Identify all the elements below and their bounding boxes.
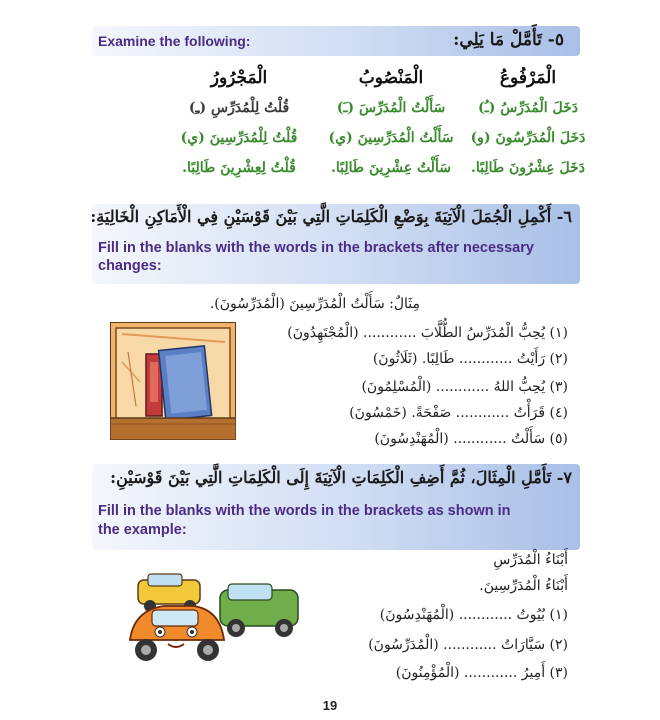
- ex6-english-instruction-line2: changes:: [98, 258, 162, 274]
- column-heading: الْمَجْرُورُ: [210, 68, 268, 88]
- ex7-item-1: (١) بُيُوتُ ............ (الْمُهَنْدِسُونَ): [379, 607, 568, 623]
- book-shelf-illustration: [110, 322, 236, 440]
- ex5-column-marfu: [458, 68, 598, 176]
- column-row: دَخَلَ الْمُدَرِّسُونَ (و): [470, 130, 586, 146]
- ex7-item-3: (٣) أَمِيرُ ............ (الْمُؤْمِنُونَ): [395, 665, 568, 681]
- column-row: دَخَلَ الْمُدَرِّسُ (ـُ): [477, 100, 579, 116]
- ex7-item-2: (٢) سَيَّارَاتُ ............ (الْمُدَرِّسُونَ): [368, 637, 568, 653]
- column-row: قُلْتُ لِلْمُدَرِّسِينَ (ي): [180, 130, 298, 146]
- column-row: قُلْتُ لِلْمُدَرِّسِ (ـِ): [188, 100, 290, 116]
- page-number: 19: [322, 698, 338, 713]
- column-row: قُلْتُ لِعِشْرِينَ طَالِبًا.: [182, 160, 296, 176]
- ex7-english-instruction-line1: Fill in the blanks with the words in the brackets as shown in: [98, 503, 511, 519]
- ex6-item-3: (٣) يُحِبُّ اللهُ ............ (الْمُسْلِمُونَ): [361, 379, 568, 395]
- ex5-arabic-title: ٥- تَأَمَّلْ مَا يَلِي:: [453, 30, 564, 50]
- column-row: سَأَلْتُ عِشْرِينَ طَالِبًا.: [331, 160, 451, 176]
- ex6-example: مِثَالٌ: سَأَلْتُ الْمُدَرِّسِينَ (الْمُدَرِّسُونَ).: [209, 296, 420, 312]
- ex7-example-line2: أَبْنَاءُ الْمُدَرِّسِينَ.: [479, 578, 568, 594]
- ex6-english-instruction-line1: Fill in the blanks with the words in the brackets after necessary: [98, 240, 534, 256]
- column-row: دَخَلَ عِشْرُونَ طَالِبًا.: [471, 160, 585, 176]
- ex7-arabic-title: ٧- تَأَمَّلِ الْمِثَالَ، ثُمَّ أَضِفِ الْكَلِمَاتِ الْآتِيَةَ إِلَى الْكَلِمَاتِ الَّتِي بَيْنَ قَوْسَيْنِ:: [110, 468, 572, 487]
- cars-illustration: [124, 570, 310, 670]
- ex5-column-mansub: [316, 68, 466, 176]
- column-heading: الْمَنْصُوبُ: [358, 68, 424, 88]
- ex5-english-instruction: Examine the following:: [98, 33, 251, 49]
- column-row: سَأَلْتُ الْمُدَرِّسِينَ (ي): [328, 130, 454, 146]
- ex7-example-line1: أَبْنَاءُ الْمُدَرِّسِ: [493, 552, 568, 568]
- ex6-item-5: (٥) سَأَلْتُ ............ (الْمُهَنْدِسُونَ): [374, 431, 568, 447]
- ex5-column-majrur: [164, 68, 314, 176]
- ex6-item-4: (٤) قَرَأْتُ ............ صَفْحَةً. (خَمْسُونَ): [349, 405, 568, 421]
- ex7-english-instruction-line2: the example:: [98, 522, 187, 538]
- ex6-item-2: (٢) رَأَيْتُ ............ طَالِبًا. (ثَلَاثُونَ): [372, 351, 568, 367]
- column-heading: الْمَرْفُوعُ: [499, 68, 557, 88]
- ex6-item-1: (١) يُحِبُّ الْمُدَرِّسُ الطُّلَّابَ ............ (الْمُجْتَهِدُونَ): [287, 325, 568, 341]
- column-row: سَأَلْتُ الْمُدَرِّسَ (ـَ): [336, 100, 446, 116]
- ex6-arabic-title: ٦- أَكْمِلِ الْجُمَلَ الْآتِيَةَ بِوَضْعِ الْكَلِمَاتِ الَّتِي بَيْنَ قَوْسَيْنِ فِي الْأَمَاكِنِ الْخَالِيَةِ:: [90, 207, 572, 226]
